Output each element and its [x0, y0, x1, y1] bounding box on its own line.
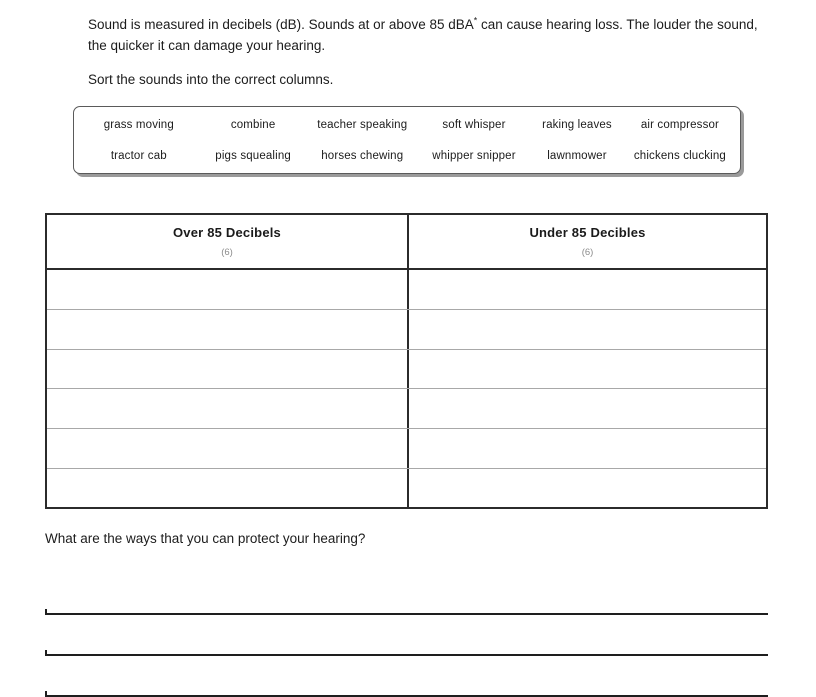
answer-cell-over-85[interactable] — [47, 429, 409, 468]
closing-question: What are the ways that you can protect your hearing? — [45, 531, 366, 546]
sort-instruction: Sort the sounds into the correct columns. — [88, 72, 334, 87]
word-bank-item[interactable]: pigs squealing — [215, 149, 291, 162]
answer-cell-over-85[interactable] — [47, 310, 409, 349]
answer-cell-under-85[interactable] — [409, 389, 766, 428]
answer-cell-over-85[interactable] — [47, 270, 409, 309]
answer-lines-group — [45, 574, 768, 697]
column-count: (6) — [221, 247, 233, 258]
word-bank-grid — [74, 107, 740, 173]
column-title: Under 85 Decibles — [529, 225, 646, 240]
sorting-table-body — [47, 270, 766, 508]
word-bank-item[interactable]: raking leaves — [542, 118, 612, 131]
table-row — [47, 389, 766, 429]
table-row — [47, 270, 766, 310]
answer-line[interactable] — [45, 574, 768, 615]
column-title: Over 85 Decibels — [173, 225, 281, 240]
word-bank-item[interactable]: soft whisper — [442, 118, 506, 131]
dba-asterisk-superscript: * — [473, 15, 478, 26]
word-bank-item[interactable]: combine — [230, 118, 276, 131]
column-header-under-85 — [409, 215, 766, 268]
answer-line[interactable] — [45, 615, 768, 656]
column-header-over-85 — [47, 215, 409, 268]
table-row — [47, 429, 766, 469]
sorting-table-header — [47, 215, 766, 270]
table-row — [47, 469, 766, 508]
answer-cell-under-85[interactable] — [409, 429, 766, 468]
sorting-table — [45, 213, 768, 509]
word-bank-item[interactable]: whipper snipper — [432, 149, 516, 162]
answer-cell-under-85[interactable] — [409, 310, 766, 349]
table-row — [47, 310, 766, 350]
word-bank-box — [73, 106, 741, 174]
answer-cell-under-85[interactable] — [409, 469, 766, 508]
answer-cell-over-85[interactable] — [47, 469, 409, 508]
word-bank-item[interactable]: lawnmower — [547, 149, 607, 162]
word-bank-item[interactable]: tractor cab — [110, 149, 167, 162]
answer-cell-over-85[interactable] — [47, 350, 409, 389]
table-row — [47, 350, 766, 390]
answer-cell-under-85[interactable] — [409, 270, 766, 309]
word-bank-item[interactable]: chickens clucking — [633, 149, 726, 162]
intro-text-part2: can cause hearing loss. The louder the sound, the quicker it can damage your hearing. — [88, 17, 758, 53]
intro-text-part1: Sound is measured in decibels (dB). Sounds at or above 85 dBA — [88, 17, 474, 32]
word-bank-item[interactable]: teacher speaking — [317, 118, 408, 131]
answer-cell-over-85[interactable] — [47, 389, 409, 428]
word-bank-item[interactable]: grass moving — [103, 118, 174, 131]
word-bank-item[interactable]: air compressor — [640, 118, 719, 131]
word-bank-item[interactable]: horses chewing — [321, 149, 404, 162]
answer-cell-under-85[interactable] — [409, 350, 766, 389]
intro-paragraph — [88, 14, 768, 56]
answer-line[interactable] — [45, 656, 768, 697]
column-count: (6) — [581, 247, 594, 258]
